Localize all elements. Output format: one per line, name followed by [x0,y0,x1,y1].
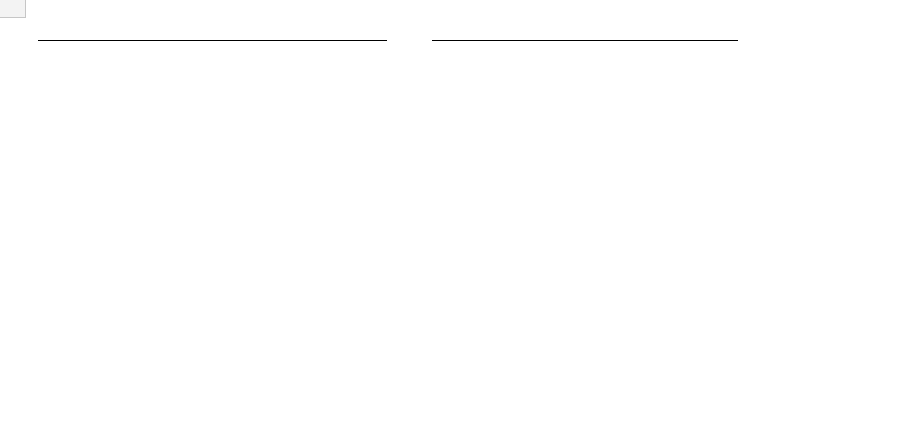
left-title[interactable] [38,18,387,41]
right-title[interactable] [432,18,738,41]
select-all-corner[interactable] [0,0,26,18]
